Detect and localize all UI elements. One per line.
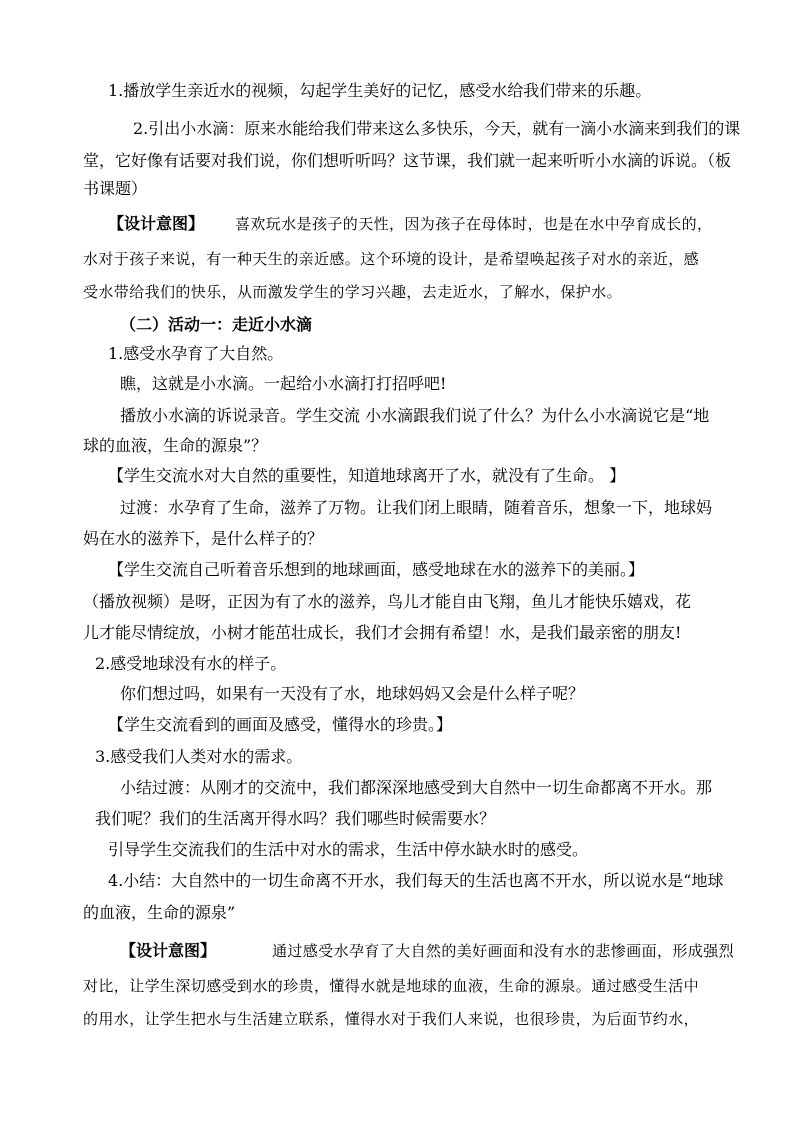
- design-intent-text: 水对于孩子来说，有一种天生的亲近感。这个环境的设计，是希望唤起孩子对水的亲近，感: [83, 250, 700, 268]
- text-line: 球的血液，生命的源泉”？: [83, 436, 268, 455]
- text-line: 过渡：水孕育了生命，滋养了万物。让我们闭上眼睛，随着音乐，想象一下，地球妈: [120, 498, 713, 517]
- text-line: 2.引出小水滴：原来水能给我们带来这么多快乐，今天，就有一滴小水滴来到我们的课: [133, 119, 741, 138]
- design-intent-text: 对比，让学生深切感受到水的珍贵，懂得水就是地球的血液，生命的源泉。通过感受生活中: [83, 977, 700, 995]
- text-line: 【学生交流水对大自然的重要性，知道地球离开了水，就没有了生命。 】: [108, 466, 626, 485]
- text-line: 3.感受我们人类对水的需求。: [95, 747, 303, 766]
- text-line: 引导学生交流我们的生活中对水的需求，生活中停水缺水时的感受。: [108, 840, 589, 859]
- text-line: 播放小水滴的诉说录音。学生交流 小水滴跟我们说了什么？为什么小水滴说它是“地: [120, 406, 710, 425]
- section-heading: （二）活动一：走近小水滴: [120, 315, 313, 334]
- design-intent-text: 通过感受水孕育了大自然的美好画面和没有水的悲惨画面，形成强烈: [272, 942, 735, 960]
- text-line: 妈在水的滋养下，是什么样子的？: [83, 529, 324, 548]
- text-line: 我们呢？我们的生活离开得水吗？我们哪些时候需要水？: [95, 809, 496, 828]
- text-line: 的血液，生命的源泉”: [83, 903, 236, 922]
- text-line: 1.感受水孕育了大自然。: [108, 344, 284, 363]
- design-intent-text: 受水带给我们的快乐，从而激发学生的学习兴趣，去走近水，了解水，保护水。: [83, 283, 623, 301]
- text-line: （播放视频）是呀，正因为有了水的滋养，鸟儿才能自由飞翔，鱼儿才能快乐嬉戏，花: [83, 592, 692, 611]
- text-line: 堂，它好像有话要对我们说，你们想听听吗？这节课，我们就一起来听听小水滴的诉说。（板: [83, 151, 732, 170]
- text-line: 你们想过吗，如果有一天没有了水，地球妈妈又会是什么样子呢？: [120, 684, 585, 703]
- design-intent-heading: 【设计意图】: [108, 214, 205, 233]
- text-line: 【学生交流自己听着音乐想到的地球画面，感受地球在水的滋养下的美丽。】: [108, 560, 645, 579]
- text-line: 儿才能尽情绽放，小树才能茁壮成长，我们才会拥有希望！水，是我们最亲密的朋友!: [83, 623, 682, 642]
- text-line: 2.感受地球没有水的样子。: [95, 654, 287, 673]
- design-intent-text: 喜欢玩水是孩子的天性，因为孩子在母体时，也是在水中孕育成长的，: [235, 215, 713, 233]
- text-line: 4.小结：大自然中的一切生命离不开水，我们每天的生活也离不开水，所以说水是“地球: [108, 871, 724, 890]
- text-line: 瞧，这就是小水滴。一起给小水滴打打招呼吧!: [120, 374, 447, 393]
- text-line: 1.播放学生亲近水的视频，勾起学生美好的记忆，感受水给我们带来的乐趣。: [108, 81, 652, 100]
- text-line: 书课题）: [83, 179, 148, 198]
- text-line: 小结过渡：从刚才的交流中，我们都深深地感受到大自然中一切生命都离不开水。那: [120, 778, 713, 797]
- design-intent-heading: 【设计意图】: [120, 941, 217, 960]
- text-line: 【学生交流看到的画面及感受，懂得水的珍贵。】: [108, 715, 453, 734]
- design-intent-text: 的用水，让学生把水与生活建立联系，懂得水对于我们人来说，也很珍贵，为后面节约水，: [83, 1010, 700, 1028]
